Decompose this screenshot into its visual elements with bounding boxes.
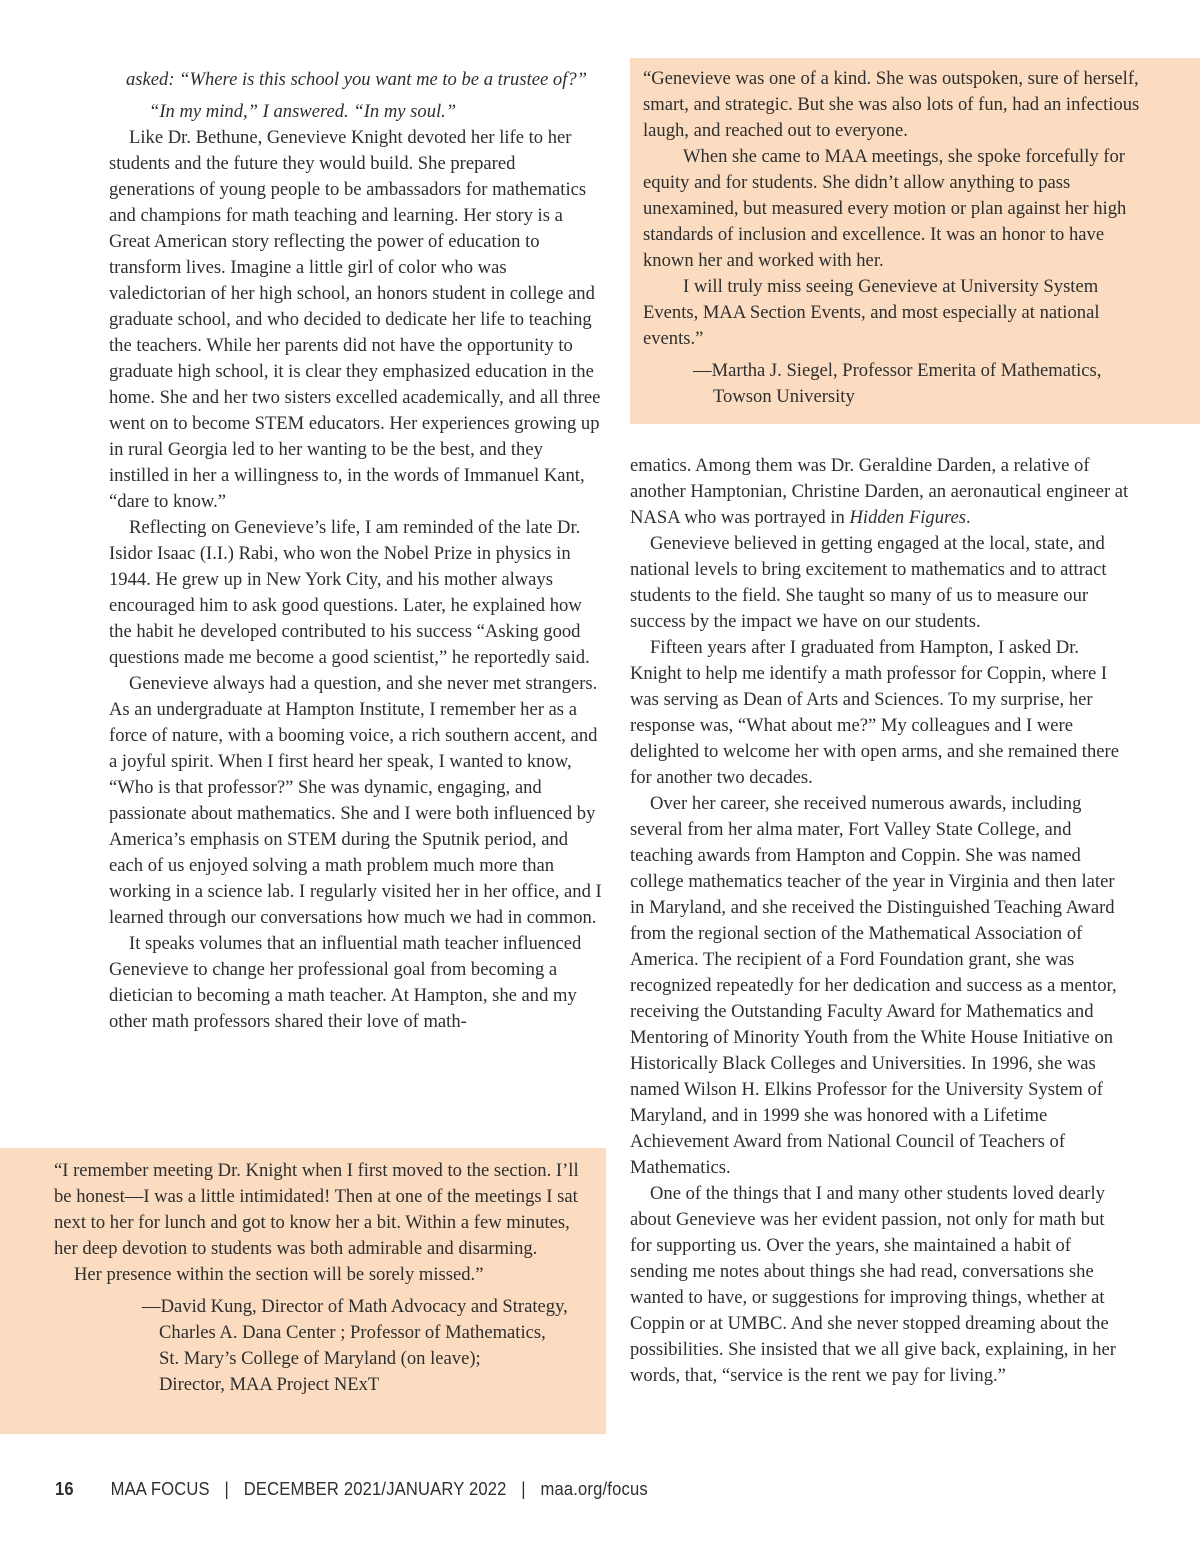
intro-question: asked: “Where is this school you want me to be a trustee of?”: [126, 69, 588, 90]
intro-answer: “In my mind,” I answered. “In my soul.”: [149, 101, 457, 122]
attribution-line: —Martha J. Siegel, Professor Emerita of Mathematics,: [693, 360, 1102, 381]
attribution-line: Charles A. Dana Center ; Professor of Mathematics,: [159, 1322, 546, 1343]
attribution-line: —David Kung, Director of Math Advocacy and Strategy,: [142, 1296, 568, 1317]
left-column: [109, 67, 602, 1035]
quote-kung-attribution: [54, 1294, 598, 1398]
page-footer: [55, 1479, 648, 1500]
quote-siegel-p2: When she came to MAA meetings, she spoke forcefully for equity and for students. She didn’t allow anything to pass unexamined, but measured every motion or plan against her high standards of inclusion and excellence. It was an honor to have known her and worked with her.: [643, 146, 1127, 271]
quote-kung-p2: Her presence within the section will be sorely missed.”: [74, 1264, 484, 1285]
paragraph-rabi: Reflecting on Genevieve’s life, I am reminded of the late Dr. Isidor Isaac (I.I.) Rabi, who won the Nobel Prize in physics in 1944. He grew up in New York City, and his mother always encouraged him to ask good questions. Later, he explained how the habit he developed contributed to his success “Asking good questions made me become a good scientist,” he reportedly said.: [109, 517, 590, 668]
quote-kung-p1: “I remember meeting Dr. Knight when I first moved to the section. I’ll be honest—I was a little intimidated! Then at one of the meetings I sat next to her for lunch and got to know her a bit. Within a few minutes, her deep devotion to students was both admirable and disarming.: [54, 1160, 579, 1259]
paragraph-passion: One of the things that I and many other students loved dearly about Genevieve was her evident passion, not only for math but for supporting us. Over the years, she maintained a habit of sending me notes about things she had read, conversations she wanted to have, or suggestions for improving things, whether at Coppin or at UMBC. And she never stopped dreaming about the possibilities. She insisted that we all give back, explaining, in her words, that, “service is the rent we pay for living.”: [630, 1183, 1116, 1386]
paragraph-question: Genevieve always had a question, and she never met strangers. As an undergraduate at Hampton Institute, I remember her as a force of nature, with a booming voice, a rich southern accent, and a joyful spirit. When I first heard her speak, I wanted to know, “Who is that professor?” She was dynamic, engaging, and passionate about mathematics. She and I were both influenced by America’s emphasis on STEM during the Sputnik period, and each of us enjoyed solving a math problem much more than working in a science lab. I regularly visited her in her office, and I learned through our conversations how much we had in common.: [109, 673, 602, 928]
paragraph-awards: Over her career, she received numerous awards, including several from her alma mater, Fort Valley State College, and teaching awards from Hampton and Coppin. She was named college mathematics teacher of the year in Virginia and then later in Maryland, and she received the Distinguished Teaching Award from the regional section of the Mathematical Association of America. The recipient of a Ford Foundation grant, she was recognized repeatedly for her dedication and success as a mentor, receiving the Outstanding Faculty Award for Mathematics and Mentoring of Minority Youth from the White House Initiative on Historically Black Colleges and Universities. In 1996, she was named Wilson H. Elkins Professor for the University System of Maryland, and in 1999 she was honored with a Lifetime Achievement Award from National Council of Teachers of Mathematics.: [630, 793, 1117, 1178]
quote-siegel-p3: I will truly miss seeing Genevieve at University System Events, MAA Section Events, and most especially at national events.”: [643, 276, 1100, 349]
publication-name: MAA FOCUS: [110, 1479, 210, 1499]
paragraph-coppin: Fifteen years after I graduated from Hampton, I asked Dr. Knight to help me identify a math professor for Coppin, where I was serving as Dean of Arts and Sciences. To my surprise, her response was, “What about me?” My colleagues and I were delighted to welcome her with open arms, and she remained there for another two decades.: [630, 637, 1119, 788]
attribution-line: St. Mary’s College of Maryland (on leave);: [159, 1348, 481, 1369]
quote-box-kung: [0, 1148, 606, 1434]
attribution-line: Towson University: [713, 386, 855, 407]
right-column: [630, 453, 1130, 1389]
website-link[interactable]: maa.org/focus: [540, 1479, 648, 1499]
paragraph-darden: [630, 453, 1130, 531]
book-title: Hidden Figures: [849, 507, 967, 528]
darden-text: ematics. Among them was Dr. Geraldine Darden, a relative of another Hamptonian, Christine Darden, an aeronautical engineer at NASA who was portrayed in: [630, 455, 1129, 528]
paragraph-influence: It speaks volumes that an influential math teacher influenced Genevieve to change her professional goal from becoming a dietician to becoming a math teacher. At Hampton, she and my other math professors shared their love of math-: [109, 933, 582, 1032]
footer-separator: |: [521, 1479, 526, 1499]
quote-siegel-p1: “Genevieve was one of a kind. She was outspoken, sure of herself, smart, and strategic. But she was also lots of fun, had an infectious laugh, and reached out to everyone.: [643, 68, 1140, 141]
paragraph-engaged: Genevieve believed in getting engaged at the local, state, and national levels to bring excitement to mathematics and to attract students to the field. She taught so many of us to measure our success by the impact we have on our students.: [630, 533, 1107, 632]
quote-siegel-attribution: [643, 358, 1140, 410]
page-number: 16: [55, 1479, 74, 1499]
attribution-line: Director, MAA Project NExT: [159, 1374, 380, 1395]
quote-box-siegel: [630, 58, 1200, 424]
issue-date: DECEMBER 2021/JANUARY 2022: [243, 1479, 507, 1499]
paragraph-bethune: Like Dr. Bethune, Genevieve Knight devoted her life to her students and the future they would build. She prepared generations of young people to be ambassadors for mathematics and champions for math teaching and learning. Her story is a Great American story reflecting the power of education to transform lives. Imagine a little girl of color who was valedictorian of her high school, an honors student in college and graduate school, and who decided to dedicate her life to teaching the teachers. While her parents did not have the opportunity to graduate high school, it is clear they emphasized education in the home. She and her two sisters excelled academically, and all three went on to become STEM educators. Her experiences growing up in rural Georgia led to her wanting to be the best, and they instilled in her a willingness to, in the words of Immanuel Kant, “dare to know.”: [109, 127, 601, 512]
footer-separator: |: [224, 1479, 230, 1499]
darden-end: .: [966, 507, 971, 528]
